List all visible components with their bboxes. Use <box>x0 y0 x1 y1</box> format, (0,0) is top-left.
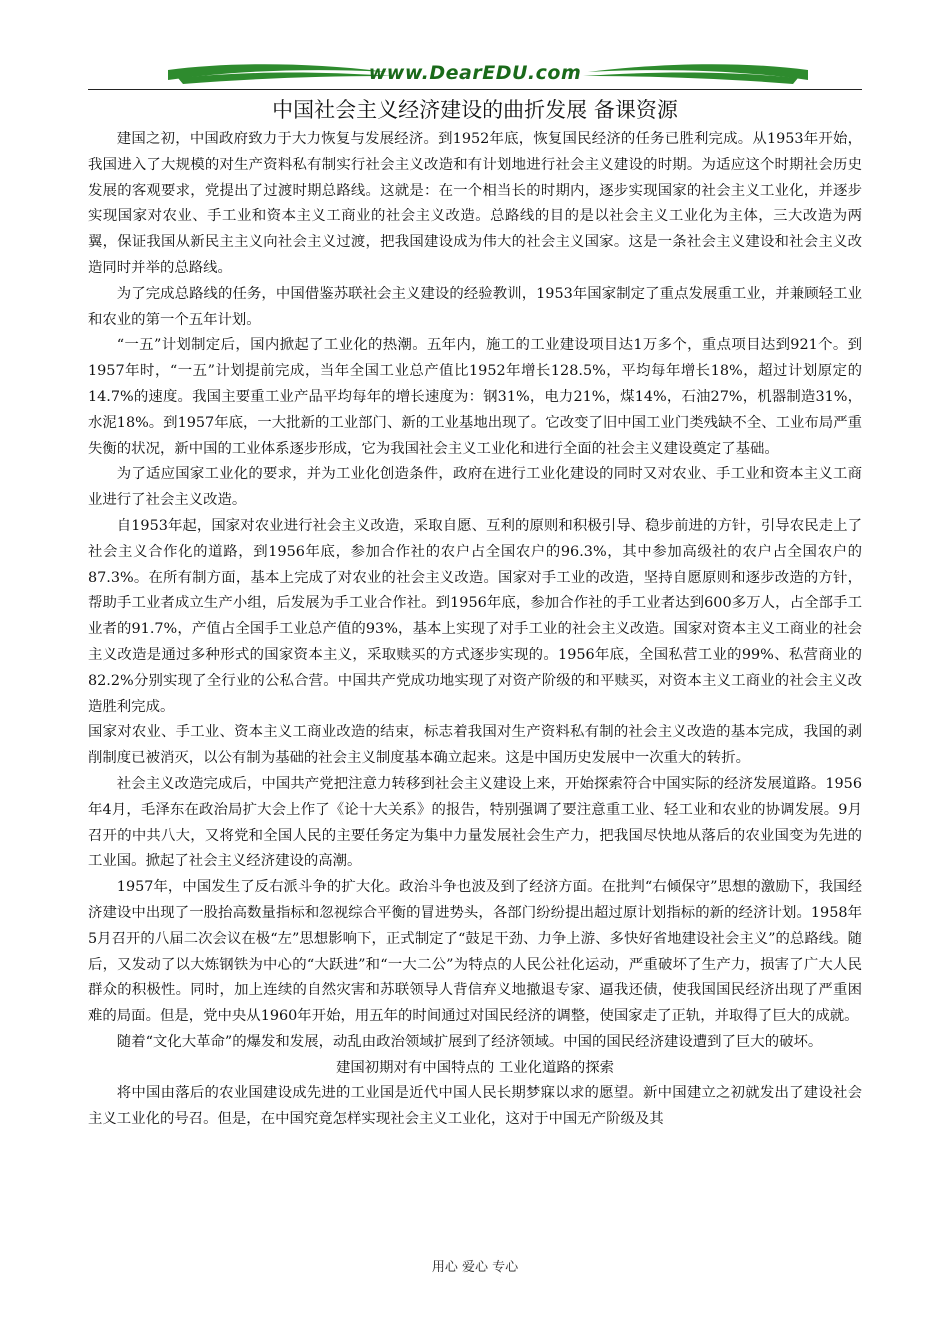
paragraph: 为了适应国家工业化的要求，并为工业化创造条件，政府在进行工业化建设的同时又对农业、手工业和资本主义工商业进行了社会主义改造。 <box>88 466 862 509</box>
paragraph: 1957年，中国发生了反右派斗争的扩大化。政治斗争也波及到了经济方面。在批判“右倾保守”思想的激励下，我国经济建设中出现了一股抬高数量指标和忽视综合平衡的冒进势头，各部门纷纷提出超过原计划指标的新的经济计划。1958年5月召开的八届二次会议在极“左”思想影响下，正式制定了“鼓足干劲、力争上游、多快好省地建设社会主义”的总路线。随后，又发动了以大炼钢铁为中心的“大跃进”和“一大二公”为特点的人民公社化运动，严重破坏了生产力，损害了广大人民群众的积极性。同时，加上连续的自然灾害和苏联领导人背信弃义地撤退专家、逼我还债，使我国国民经济出现了严重困难的局面。但是，党中央从1960年开始，用五年的时间通过对国民经济的调整，使国家走了正轨，并取得了巨大的成就。 <box>88 879 862 1025</box>
paragraph: 自1953年起，国家对农业进行社会主义改造，采取自愿、互利的原则和积极引导、稳步前进的方针，引导农民走上了社会主义合作化的道路，到1956年底，参加合作社的农户占全国农户的96.3%，其中参加高级社的农户占全国农户的87.3%。在所有制方面，基本上完成了对农业的社会主义改造。国家对手工业的改造，坚持自愿原则和逐步改造的方针，帮助手工业者成立生产小组，后发展为手工业合作社。到1956年底，参加合作社的手工业者达到600多万人，占全部手工业者的91.7%，产值占全国手工业总产值的93%，基本上实现了对手工业的社会主义改造。国家对资本主义工商业的社会主义改造是通过多种形式的国家资本主义，采取赎买的方式逐步实现的。1956年底，全国私营工业的99%、私营商业的82.2%分别实现了全行业的公私合营。中国共产党成功地实现了对资产阶级的和平赎买，对资本主义工商业的社会主义改造胜利完成。 <box>88 517 862 715</box>
header-divider <box>88 89 862 90</box>
paragraph: 国家对农业、手工业、资本主义工商业改造的结束，标志着我国对生产资料私有制的社会主义改造的基本完成，我国的剥削制度已被消灭，以公有制为基础的社会主义制度基本确立起来。这是中国历史发展中一次重大的转折。 <box>88 724 862 767</box>
paragraph: 建国之初，中国政府致力于大力恢复与发展经济。到1952年底，恢复国民经济的任务已胜利完成。从1953年开始，我国进入了大规模的对生产资料私有制实行社会主义改造和有计划地进行社会主义建设的时期。为适应这个时期社会历史发展的客观要求，党提出了过渡时期总路线。这就是：在一个相当长的时期内，逐步实现国家的社会主义工业化，并逐步实现国家对农业、手工业和资本主义工商业的社会主义改造。总路线的目的是以社会主义工业化为主体，三大改造为两翼，保证我国从新民主主义向社会主义过渡，把我国建设成为伟大的社会主义国家。这是一条社会主义建设和社会主义改造同时并举的总路线。 <box>88 131 862 276</box>
paragraph: 社会主义改造完成后，中国共产党把注意力转移到社会主义建设上来，开始探索符合中国实际的经济发展道路。1956年4月，毛泽东在政治局扩大会上作了《论十大关系》的报告，特别强调了要注意重工业、轻工业和农业的协调发展。9月召开的中共八大，又将党和全国人民的主要任务定为集中力量发展社会生产力，把我国尽快地从落后的农业国变为先进的工业国。掀起了社会主义经济建设的高潮。 <box>88 775 862 870</box>
article-body <box>88 127 862 1133</box>
paragraph: “一五”计划制定后，国内掀起了工业化的热潮。五年内，施工的工业建设项目达1万多个，重点项目达到921个。到1957年时，“一五”计划提前完成，当年全国工业总产值比1952年增长128.5%，平均每年增长18%，超过计划原定的14.7%的速度。我国主要重工业产品平均每年的增长速度为：钢31%，电力21%，煤14%，石油27%，机器制造31%，水泥18%。到1957年底，一大批新的工业部门、新的工业基地出现了。它改变了旧中国工业门类残缺不全、工业布局严重失衡的状况，新中国的工业体系逐步形成，它为我国社会主义工业化和进行全面的社会主义建设奠定了基础。 <box>88 337 862 457</box>
page-footer: 用心 爱心 专心 <box>431 1260 519 1275</box>
paragraph: 为了完成总路线的任务，中国借鉴苏联社会主义建设的经验教训，1953年国家制定了重点发展重工业，并兼顾轻工业和农业的第一个五年计划。 <box>88 285 862 328</box>
site-logo: www.DearEDU.com <box>368 62 582 84</box>
page-title: 中国社会主义经济建设的曲折发展 备课资源 <box>272 98 678 122</box>
section-subheading: 建国初期对有中国特点的 工业化道路的探索 <box>336 1059 614 1076</box>
paragraph: 将中国由落后的农业国建设成先进的工业国是近代中国人民长期梦寐以求的愿望。新中国建立之初就发出了建设社会主义工业化的号召。但是，在中国究竟怎样实现社会主义工业化，这对于中国无产阶级及其 <box>88 1085 862 1128</box>
site-header <box>88 58 862 90</box>
paragraph: 随着“文化大革命”的爆发和发展，动乱由政治领域扩展到了经济领域。中国的国民经济建设遭到了巨大的破坏。 <box>116 1033 823 1050</box>
